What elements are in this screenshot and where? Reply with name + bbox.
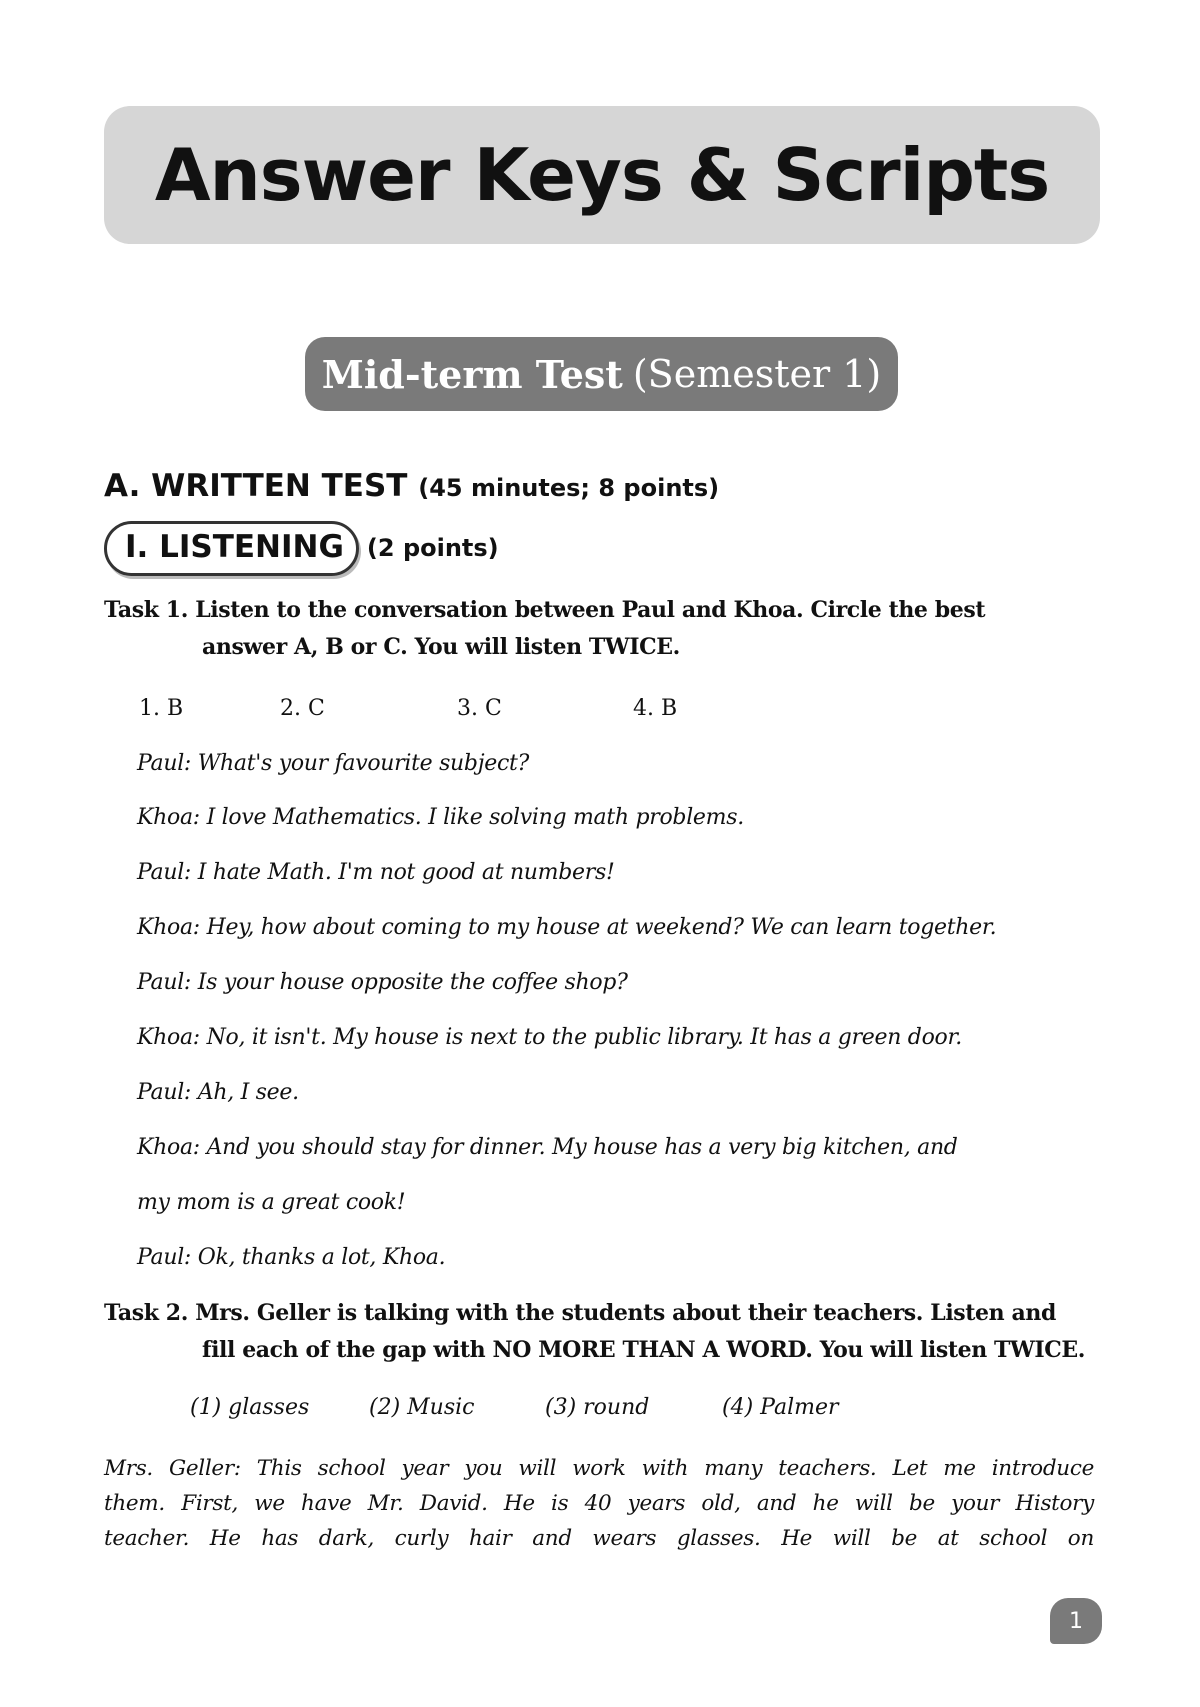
task-2-script-line: Mrs. Geller: This school year you will work with many teachers. Let me introduce	[104, 1456, 1094, 1481]
task-2-line-1: Task 2. Mrs. Geller is talking with the students about their teachers. Listen and	[104, 1300, 1056, 1326]
task-2-answer-4: (4) Palmer	[722, 1395, 839, 1420]
task-1-instructions	[104, 592, 1104, 666]
task-2-script	[104, 1451, 1094, 1556]
task-2-answers	[0, 1395, 1200, 1425]
listening-heading	[104, 521, 499, 576]
task-2-line-2: fill each of the gap with NO MORE THAN A WORD. You will listen TWICE.	[202, 1337, 1085, 1363]
title-banner	[104, 106, 1100, 244]
script-line: Paul: What's your favourite subject?	[137, 751, 530, 776]
script-line: Khoa: No, it isn't. My house is next to the public library. It has a green door.	[137, 1025, 962, 1050]
section-a-heading	[104, 468, 719, 504]
task-2-script-line: teacher. He has dark, curly hair and wears glasses. He will be at school on	[104, 1526, 1094, 1551]
task-1-answer-2: 2. C	[280, 696, 325, 721]
task-1-answers	[0, 696, 1200, 726]
task-2-instructions	[104, 1295, 1104, 1369]
script-line: Paul: Ok, thanks a lot, Khoa.	[137, 1245, 446, 1270]
section-a-duration: (45 minutes; 8 points)	[418, 474, 720, 502]
task-1-line-2: answer A, B or C. You will listen TWICE.	[202, 634, 680, 660]
midterm-semester: (Semester 1)	[632, 352, 882, 396]
page-number: 1	[1050, 1598, 1102, 1644]
task-2-answer-2: (2) Music	[369, 1395, 475, 1420]
task-1-answer-4: 4. B	[633, 696, 678, 721]
script-line: Paul: Ah, I see.	[137, 1080, 299, 1105]
task-2-script-line: them. First, we have Mr. David. He is 40 years old, and he will be your History	[104, 1491, 1094, 1516]
script-line: Paul: Is your house opposite the coffee shop?	[137, 970, 628, 995]
script-line: my mom is a great cook!	[137, 1190, 406, 1215]
page-title: Answer Keys & Scripts	[154, 133, 1050, 217]
script-line: Khoa: Hey, how about coming to my house at weekend? We can learn together.	[137, 915, 997, 940]
task-1-line-1: Task 1. Listen to the conversation between Paul and Khoa. Circle the best	[104, 597, 986, 623]
task-1-answer-1: 1. B	[139, 696, 184, 721]
midterm-title: Mid-term Test	[321, 351, 623, 397]
section-a-label: A. WRITTEN TEST	[104, 468, 408, 504]
script-line: Paul: I hate Math. I'm not good at numbers!	[137, 860, 615, 885]
listening-label: I. LISTENING	[104, 521, 359, 576]
listening-points: (2 points)	[366, 534, 499, 563]
script-line: Khoa: And you should stay for dinner. My house has a very big kitchen, and	[137, 1135, 958, 1160]
task-2-answer-3: (3) round	[545, 1395, 650, 1420]
script-line: Khoa: I love Mathematics. I like solving math problems.	[137, 805, 744, 830]
midterm-badge	[305, 337, 898, 411]
task-1-answer-3: 3. C	[457, 696, 502, 721]
task-2-answer-1: (1) glasses	[190, 1395, 310, 1420]
